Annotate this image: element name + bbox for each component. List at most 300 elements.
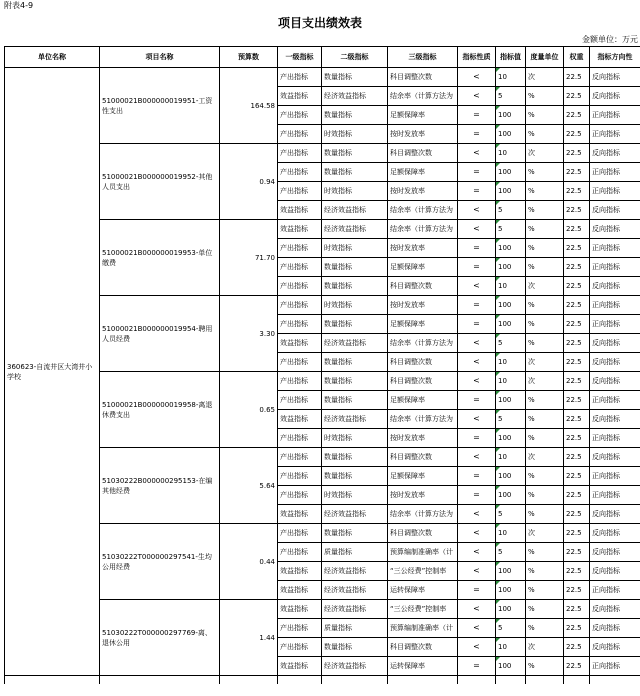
- project-name-cell: 51000021B000000019953-单位缴费: [100, 220, 220, 296]
- nature-cell: <: [458, 220, 496, 239]
- level2-indicator-cell: 时效指标: [322, 429, 388, 448]
- measure-unit-cell: 次: [526, 372, 564, 391]
- level2-indicator-cell: 数量指标: [322, 258, 388, 277]
- measure-unit-cell: 次: [526, 68, 564, 87]
- measure-unit-cell: %: [526, 619, 564, 638]
- empty-cell: [496, 676, 526, 685]
- level2-indicator-cell: 时效指标: [322, 486, 388, 505]
- direction-cell: 反向指标: [590, 619, 640, 638]
- level3-indicator-cell: 足额保障率: [388, 163, 458, 182]
- level3-indicator-cell: 科目调整次数: [388, 448, 458, 467]
- direction-cell: 正向指标: [590, 429, 640, 448]
- empty-cell: [458, 676, 496, 685]
- indicator-value-cell: 5: [496, 410, 526, 429]
- header-project-name: 项目名称: [100, 47, 220, 68]
- project-name-cell: 51030222T000000297541-生均公用经费: [100, 524, 220, 600]
- level3-indicator-cell: 运转保障率: [388, 581, 458, 600]
- indicator-value-cell: 100: [496, 600, 526, 619]
- indicator-value-cell: 5: [496, 87, 526, 106]
- level2-indicator-cell: 数量指标: [322, 524, 388, 543]
- level3-indicator-cell: 科目调整次数: [388, 638, 458, 657]
- direction-cell: 反向指标: [590, 543, 640, 562]
- direction-cell: 反向指标: [590, 277, 640, 296]
- indicator-value-cell: 100: [496, 391, 526, 410]
- direction-cell: 正向指标: [590, 163, 640, 182]
- level3-indicator-cell: 科目调整次数: [388, 144, 458, 163]
- measure-unit-cell: %: [526, 315, 564, 334]
- level1-indicator-cell: 产出指标: [278, 296, 322, 315]
- indicator-value-cell: 100: [496, 581, 526, 600]
- direction-cell: 正向指标: [590, 467, 640, 486]
- indicator-value-cell: 5: [496, 201, 526, 220]
- level1-indicator-cell: 产出指标: [278, 125, 322, 144]
- level3-indicator-cell: “三公经费”控制率: [388, 600, 458, 619]
- level3-indicator-cell: 结余率（计算方法为: [388, 220, 458, 239]
- indicator-value-cell: 5: [496, 334, 526, 353]
- indicator-value-cell: 100: [496, 315, 526, 334]
- level3-indicator-cell: 足额保障率: [388, 467, 458, 486]
- budget-cell: 0.94: [220, 144, 278, 220]
- nature-cell: <: [458, 353, 496, 372]
- level2-indicator-cell: 数量指标: [322, 372, 388, 391]
- level1-indicator-cell: 效益指标: [278, 334, 322, 353]
- nature-cell: =: [458, 391, 496, 410]
- level2-indicator-cell: 质量指标: [322, 619, 388, 638]
- level1-indicator-cell: 产出指标: [278, 391, 322, 410]
- project-name-cell: 51000021B000000019954-聘用人员经费: [100, 296, 220, 372]
- weight-cell: 22.5: [564, 524, 590, 543]
- level2-indicator-cell: 经济效益指标: [322, 562, 388, 581]
- measure-unit-cell: %: [526, 467, 564, 486]
- level2-indicator-cell: 数量指标: [322, 68, 388, 87]
- indicator-value-cell: 100: [496, 258, 526, 277]
- level1-indicator-cell: 产出指标: [278, 486, 322, 505]
- indicator-value-cell: 100: [496, 429, 526, 448]
- measure-unit-cell: %: [526, 258, 564, 277]
- direction-cell: 反向指标: [590, 505, 640, 524]
- direction-cell: 正向指标: [590, 391, 640, 410]
- measure-unit-cell: %: [526, 125, 564, 144]
- budget-cell: 164.58: [220, 68, 278, 144]
- level3-indicator-cell: 科目调整次数: [388, 277, 458, 296]
- level1-indicator-cell: 产出指标: [278, 372, 322, 391]
- header-unit-name: 单位名称: [5, 47, 100, 68]
- direction-cell: 反向指标: [590, 68, 640, 87]
- level2-indicator-cell: 数量指标: [322, 353, 388, 372]
- budget-cell: 5.64: [220, 448, 278, 524]
- direction-cell: 反向指标: [590, 600, 640, 619]
- level3-indicator-cell: 运转保障率: [388, 657, 458, 676]
- weight-cell: 22.5: [564, 277, 590, 296]
- nature-cell: =: [458, 125, 496, 144]
- direction-cell: 反向指标: [590, 524, 640, 543]
- indicator-value-cell: 100: [496, 657, 526, 676]
- measure-unit-cell: %: [526, 182, 564, 201]
- level1-indicator-cell: 效益指标: [278, 410, 322, 429]
- level3-indicator-cell: 足额保障率: [388, 315, 458, 334]
- direction-cell: 反向指标: [590, 334, 640, 353]
- weight-cell: 22.5: [564, 182, 590, 201]
- header-level1: 一级指标: [278, 47, 322, 68]
- level2-indicator-cell: 时效指标: [322, 296, 388, 315]
- level1-indicator-cell: 产出指标: [278, 182, 322, 201]
- level2-indicator-cell: 经济效益指标: [322, 201, 388, 220]
- level3-indicator-cell: 科目调整次数: [388, 524, 458, 543]
- nature-cell: =: [458, 315, 496, 334]
- level1-indicator-cell: 产出指标: [278, 429, 322, 448]
- indicator-value-cell: 100: [496, 182, 526, 201]
- weight-cell: 22.5: [564, 144, 590, 163]
- nature-cell: <: [458, 524, 496, 543]
- empty-cell: [100, 676, 220, 685]
- level2-indicator-cell: 质量指标: [322, 543, 388, 562]
- direction-cell: 反向指标: [590, 87, 640, 106]
- budget-cell: 3.30: [220, 296, 278, 372]
- level1-indicator-cell: 产出指标: [278, 524, 322, 543]
- measure-unit-cell: %: [526, 87, 564, 106]
- indicator-value-cell: 100: [496, 467, 526, 486]
- level3-indicator-cell: 结余率（计算方法为: [388, 505, 458, 524]
- budget-cell: 1.44: [220, 600, 278, 676]
- level1-indicator-cell: 效益指标: [278, 657, 322, 676]
- measure-unit-cell: %: [526, 106, 564, 125]
- header-direction: 指标方向性: [590, 47, 640, 68]
- performance-table: [4, 46, 640, 684]
- header-budget: 预算数: [220, 47, 278, 68]
- weight-cell: 22.5: [564, 258, 590, 277]
- indicator-value-cell: 5: [496, 220, 526, 239]
- header-level2: 二级指标: [322, 47, 388, 68]
- level1-indicator-cell: 产出指标: [278, 315, 322, 334]
- nature-cell: <: [458, 505, 496, 524]
- measure-unit-cell: 次: [526, 144, 564, 163]
- direction-cell: 反向指标: [590, 220, 640, 239]
- header-level3: 三级指标: [388, 47, 458, 68]
- nature-cell: <: [458, 448, 496, 467]
- weight-cell: 22.5: [564, 505, 590, 524]
- level3-indicator-cell: 按时发放率: [388, 429, 458, 448]
- nature-cell: =: [458, 258, 496, 277]
- nature-cell: <: [458, 68, 496, 87]
- header-nature: 指标性质: [458, 47, 496, 68]
- empty-cell: [220, 676, 278, 685]
- level1-indicator-cell: 效益指标: [278, 562, 322, 581]
- measure-unit-cell: %: [526, 600, 564, 619]
- amount-unit-note: 金额单位：万元: [582, 35, 638, 44]
- empty-cell: [564, 676, 590, 685]
- empty-cell: [388, 676, 458, 685]
- direction-cell: 反向指标: [590, 201, 640, 220]
- indicator-value-cell: 10: [496, 448, 526, 467]
- nature-cell: <: [458, 410, 496, 429]
- nature-cell: =: [458, 182, 496, 201]
- project-name-cell: 51030222B000000295153-在编其他经费: [100, 448, 220, 524]
- weight-cell: 22.5: [564, 543, 590, 562]
- measure-unit-cell: 次: [526, 524, 564, 543]
- nature-cell: <: [458, 372, 496, 391]
- measure-unit-cell: %: [526, 239, 564, 258]
- indicator-value-cell: 100: [496, 296, 526, 315]
- indicator-value-cell: 100: [496, 125, 526, 144]
- weight-cell: 22.5: [564, 410, 590, 429]
- weight-cell: 22.5: [564, 486, 590, 505]
- nature-cell: <: [458, 600, 496, 619]
- direction-cell: 正向指标: [590, 239, 640, 258]
- nature-cell: <: [458, 144, 496, 163]
- direction-cell: 正向指标: [590, 258, 640, 277]
- weight-cell: 22.5: [564, 600, 590, 619]
- indicator-value-cell: 100: [496, 163, 526, 182]
- measure-unit-cell: %: [526, 581, 564, 600]
- level2-indicator-cell: 时效指标: [322, 239, 388, 258]
- weight-cell: 22.5: [564, 467, 590, 486]
- indicator-value-cell: 10: [496, 638, 526, 657]
- weight-cell: 22.5: [564, 68, 590, 87]
- level3-indicator-cell: 科目调整次数: [388, 372, 458, 391]
- direction-cell: 正向指标: [590, 296, 640, 315]
- direction-cell: 正向指标: [590, 315, 640, 334]
- weight-cell: 22.5: [564, 429, 590, 448]
- measure-unit-cell: %: [526, 391, 564, 410]
- level2-indicator-cell: 时效指标: [322, 125, 388, 144]
- indicator-value-cell: 10: [496, 144, 526, 163]
- direction-cell: 正向指标: [590, 657, 640, 676]
- direction-cell: 正向指标: [590, 125, 640, 144]
- direction-cell: 反向指标: [590, 638, 640, 657]
- direction-cell: 反向指标: [590, 562, 640, 581]
- level3-indicator-cell: 预算编制准确率（计: [388, 619, 458, 638]
- nature-cell: <: [458, 562, 496, 581]
- budget-cell: 71.70: [220, 220, 278, 296]
- direction-cell: 反向指标: [590, 144, 640, 163]
- direction-cell: 反向指标: [590, 448, 640, 467]
- table-body: [5, 68, 640, 685]
- measure-unit-cell: %: [526, 486, 564, 505]
- level3-indicator-cell: 足额保障率: [388, 106, 458, 125]
- level1-indicator-cell: 效益指标: [278, 220, 322, 239]
- measure-unit-cell: 次: [526, 638, 564, 657]
- weight-cell: 22.5: [564, 220, 590, 239]
- level1-indicator-cell: 产出指标: [278, 619, 322, 638]
- measure-unit-cell: %: [526, 334, 564, 353]
- budget-cell: 0.44: [220, 524, 278, 600]
- empty-cell: [526, 676, 564, 685]
- weight-cell: 22.5: [564, 619, 590, 638]
- weight-cell: 22.5: [564, 315, 590, 334]
- level2-indicator-cell: 经济效益指标: [322, 220, 388, 239]
- level2-indicator-cell: 数量指标: [322, 277, 388, 296]
- weight-cell: 22.5: [564, 239, 590, 258]
- nature-cell: =: [458, 429, 496, 448]
- level2-indicator-cell: 经济效益指标: [322, 600, 388, 619]
- empty-cell: [322, 676, 388, 685]
- measure-unit-cell: %: [526, 296, 564, 315]
- indicator-value-cell: 10: [496, 524, 526, 543]
- measure-unit-cell: %: [526, 220, 564, 239]
- level1-indicator-cell: 产出指标: [278, 277, 322, 296]
- budget-cell: 0.65: [220, 372, 278, 448]
- weight-cell: 22.5: [564, 296, 590, 315]
- level2-indicator-cell: 数量指标: [322, 638, 388, 657]
- level3-indicator-cell: 结余率（计算方法为: [388, 87, 458, 106]
- indicator-value-cell: 10: [496, 372, 526, 391]
- direction-cell: 正向指标: [590, 486, 640, 505]
- measure-unit-cell: %: [526, 562, 564, 581]
- table-header-row: [5, 47, 640, 68]
- weight-cell: 22.5: [564, 391, 590, 410]
- indicator-value-cell: 100: [496, 106, 526, 125]
- indicator-value-cell: 10: [496, 277, 526, 296]
- nature-cell: =: [458, 296, 496, 315]
- nature-cell: <: [458, 543, 496, 562]
- level2-indicator-cell: 经济效益指标: [322, 410, 388, 429]
- level3-indicator-cell: 科目调整次数: [388, 68, 458, 87]
- table-row: [5, 68, 640, 87]
- weight-cell: 22.5: [564, 125, 590, 144]
- level2-indicator-cell: 经济效益指标: [322, 505, 388, 524]
- nature-cell: <: [458, 619, 496, 638]
- level3-indicator-cell: 预算编制准确率（计: [388, 543, 458, 562]
- weight-cell: 22.5: [564, 372, 590, 391]
- level1-indicator-cell: 产出指标: [278, 163, 322, 182]
- level3-indicator-cell: 足额保障率: [388, 391, 458, 410]
- level3-indicator-cell: 结余率（计算方法为: [388, 201, 458, 220]
- level1-indicator-cell: 产出指标: [278, 543, 322, 562]
- table-row: [5, 144, 640, 163]
- indicator-value-cell: 100: [496, 486, 526, 505]
- level3-indicator-cell: 按时发放率: [388, 296, 458, 315]
- level1-indicator-cell: 产出指标: [278, 638, 322, 657]
- weight-cell: 22.5: [564, 106, 590, 125]
- measure-unit-cell: %: [526, 657, 564, 676]
- measure-unit-cell: %: [526, 429, 564, 448]
- level1-indicator-cell: 产出指标: [278, 467, 322, 486]
- weight-cell: 22.5: [564, 334, 590, 353]
- level1-indicator-cell: 效益指标: [278, 201, 322, 220]
- level1-indicator-cell: 产出指标: [278, 353, 322, 372]
- level3-indicator-cell: 足额保障率: [388, 258, 458, 277]
- nature-cell: =: [458, 163, 496, 182]
- indicator-value-cell: 100: [496, 239, 526, 258]
- level2-indicator-cell: 经济效益指标: [322, 334, 388, 353]
- level2-indicator-cell: 时效指标: [322, 182, 388, 201]
- header-value: 指标值: [496, 47, 526, 68]
- level2-indicator-cell: 数量指标: [322, 391, 388, 410]
- weight-cell: 22.5: [564, 87, 590, 106]
- level2-indicator-cell: 经济效益指标: [322, 657, 388, 676]
- direction-cell: 反向指标: [590, 353, 640, 372]
- level2-indicator-cell: 数量指标: [322, 448, 388, 467]
- weight-cell: 22.5: [564, 448, 590, 467]
- nature-cell: =: [458, 657, 496, 676]
- header-measure-unit: 度量单位: [526, 47, 564, 68]
- nature-cell: <: [458, 638, 496, 657]
- nature-cell: <: [458, 334, 496, 353]
- direction-cell: 反向指标: [590, 410, 640, 429]
- nature-cell: =: [458, 581, 496, 600]
- weight-cell: 22.5: [564, 201, 590, 220]
- measure-unit-cell: %: [526, 201, 564, 220]
- weight-cell: 22.5: [564, 657, 590, 676]
- weight-cell: 22.5: [564, 163, 590, 182]
- level1-indicator-cell: 效益指标: [278, 581, 322, 600]
- annex-label: 附表4-9: [4, 1, 34, 10]
- level1-indicator-cell: 产出指标: [278, 448, 322, 467]
- nature-cell: =: [458, 467, 496, 486]
- nature-cell: =: [458, 486, 496, 505]
- table-row: [5, 600, 640, 619]
- level3-indicator-cell: 按时发放率: [388, 125, 458, 144]
- level1-indicator-cell: 产出指标: [278, 106, 322, 125]
- measure-unit-cell: %: [526, 505, 564, 524]
- direction-cell: 正向指标: [590, 581, 640, 600]
- direction-cell: 正向指标: [590, 106, 640, 125]
- level1-indicator-cell: 产出指标: [278, 258, 322, 277]
- level1-indicator-cell: 产出指标: [278, 68, 322, 87]
- empty-cell: [5, 676, 100, 685]
- level3-indicator-cell: 按时发放率: [388, 182, 458, 201]
- table-row: [5, 448, 640, 467]
- indicator-value-cell: 5: [496, 619, 526, 638]
- level2-indicator-cell: 数量指标: [322, 467, 388, 486]
- project-name-cell: 51030222T000000297769-离、退休公用: [100, 600, 220, 676]
- level3-indicator-cell: 按时发放率: [388, 486, 458, 505]
- nature-cell: =: [458, 239, 496, 258]
- level2-indicator-cell: 数量指标: [322, 144, 388, 163]
- weight-cell: 22.5: [564, 353, 590, 372]
- page-title: 项目支出绩效表: [277, 16, 362, 30]
- indicator-value-cell: 10: [496, 68, 526, 87]
- level1-indicator-cell: 效益指标: [278, 505, 322, 524]
- unit-name-cell: 360623-自流井区大湾井小学校: [5, 68, 100, 676]
- measure-unit-cell: 次: [526, 448, 564, 467]
- table-row: [5, 372, 640, 391]
- table-row-partial: [5, 676, 640, 685]
- level2-indicator-cell: 经济效益指标: [322, 87, 388, 106]
- level2-indicator-cell: 数量指标: [322, 106, 388, 125]
- project-name-cell: 51000021B000000019952-其他人员支出: [100, 144, 220, 220]
- level3-indicator-cell: 结余率（计算方法为: [388, 410, 458, 429]
- nature-cell: <: [458, 277, 496, 296]
- level1-indicator-cell: 产出指标: [278, 144, 322, 163]
- project-name-cell: 51000021B000000019951-工资性支出: [100, 68, 220, 144]
- level2-indicator-cell: 数量指标: [322, 315, 388, 334]
- level2-indicator-cell: 经济效益指标: [322, 581, 388, 600]
- nature-cell: <: [458, 87, 496, 106]
- indicator-value-cell: 5: [496, 543, 526, 562]
- direction-cell: 正向指标: [590, 182, 640, 201]
- header-weight: 权重: [564, 47, 590, 68]
- level1-indicator-cell: 产出指标: [278, 239, 322, 258]
- level1-indicator-cell: 效益指标: [278, 600, 322, 619]
- empty-cell: [278, 676, 322, 685]
- indicator-value-cell: 5: [496, 505, 526, 524]
- weight-cell: 22.5: [564, 638, 590, 657]
- table-row: [5, 524, 640, 543]
- measure-unit-cell: %: [526, 410, 564, 429]
- nature-cell: <: [458, 201, 496, 220]
- direction-cell: 反向指标: [590, 372, 640, 391]
- measure-unit-cell: 次: [526, 277, 564, 296]
- measure-unit-cell: %: [526, 543, 564, 562]
- empty-cell: [590, 676, 640, 685]
- level3-indicator-cell: “三公经费”控制率: [388, 562, 458, 581]
- level1-indicator-cell: 效益指标: [278, 87, 322, 106]
- weight-cell: 22.5: [564, 562, 590, 581]
- level2-indicator-cell: 数量指标: [322, 163, 388, 182]
- indicator-value-cell: 10: [496, 353, 526, 372]
- measure-unit-cell: 次: [526, 353, 564, 372]
